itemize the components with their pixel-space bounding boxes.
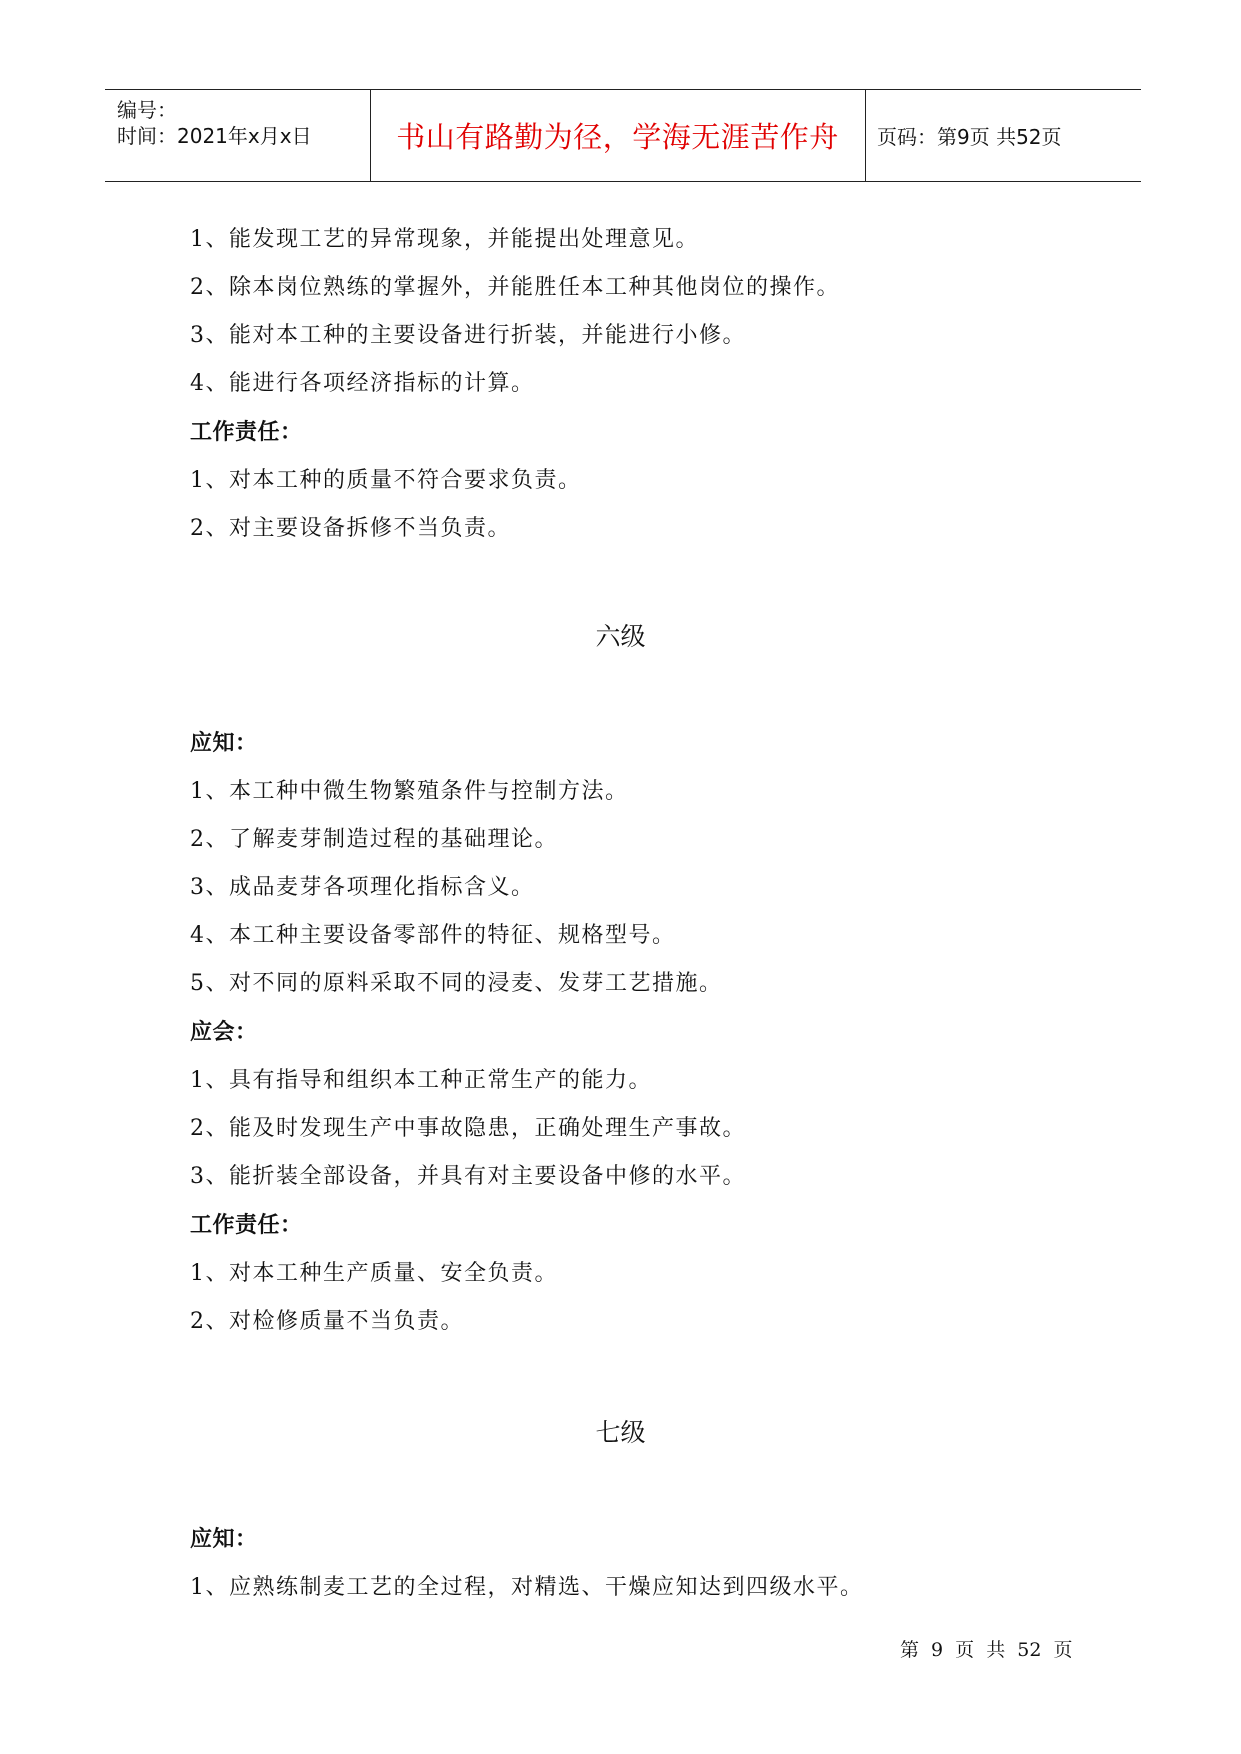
level-title: 七级 bbox=[595, 1418, 646, 1447]
header-motto: 书山有路勤为径，学海无涯苦作舟 bbox=[396, 120, 839, 154]
page-footer: 第 9 页 共 52 页 bbox=[900, 1639, 1073, 1661]
list-item: 1、应熟练制麦工艺的全过程，对精选、干燥应知达到四级水平。 bbox=[190, 1575, 864, 1600]
header-page-number: 页码：第9页 共52页 bbox=[877, 125, 1062, 149]
list-item: 3、能折装全部设备，并具有对主要设备中修的水平。 bbox=[190, 1164, 746, 1189]
level-title: 六级 bbox=[595, 622, 646, 651]
section-heading: 应会： bbox=[190, 1020, 258, 1045]
list-item: 1、能发现工艺的异常现象，并能提出处理意见。 bbox=[190, 227, 699, 252]
list-item: 5、对不同的原料采取不同的浸麦、发芽工艺措施。 bbox=[190, 971, 723, 996]
header-page-cell bbox=[865, 90, 1141, 181]
list-item: 3、能对本工种的主要设备进行折装，并能进行小修。 bbox=[190, 323, 746, 348]
section-heading: 应知： bbox=[190, 1527, 258, 1552]
list-item: 3、成品麦芽各项理化指标含义。 bbox=[190, 875, 535, 900]
section-heading: 应知： bbox=[190, 731, 258, 756]
list-item: 2、了解麦芽制造过程的基础理论。 bbox=[190, 827, 558, 852]
document-date-label: 时间：2021年x月x日 bbox=[117, 124, 312, 148]
list-item: 2、除本岗位熟练的掌握外，并能胜任本工种其他岗位的操作。 bbox=[190, 275, 840, 300]
page-header bbox=[105, 89, 1141, 182]
list-item: 4、能进行各项经济指标的计算。 bbox=[190, 371, 535, 396]
section-heading: 工作责任： bbox=[190, 1213, 303, 1238]
header-motto-cell bbox=[370, 90, 866, 181]
header-meta-cell bbox=[105, 90, 371, 181]
list-item: 2、对检修质量不当负责。 bbox=[190, 1309, 464, 1334]
list-item: 1、具有指导和组织本工种正常生产的能力。 bbox=[190, 1068, 652, 1093]
list-item: 4、本工种主要设备零部件的特征、规格型号。 bbox=[190, 923, 676, 948]
section-heading: 工作责任： bbox=[190, 420, 303, 445]
document-number-label: 编号： bbox=[117, 98, 177, 122]
list-item: 2、能及时发现生产中事故隐患，正确处理生产事故。 bbox=[190, 1116, 746, 1141]
list-item: 1、本工种中微生物繁殖条件与控制方法。 bbox=[190, 779, 629, 804]
list-item: 1、对本工种生产质量、安全负责。 bbox=[190, 1261, 558, 1286]
list-item: 2、对主要设备拆修不当负责。 bbox=[190, 516, 511, 541]
list-item: 1、对本工种的质量不符合要求负责。 bbox=[190, 468, 582, 493]
